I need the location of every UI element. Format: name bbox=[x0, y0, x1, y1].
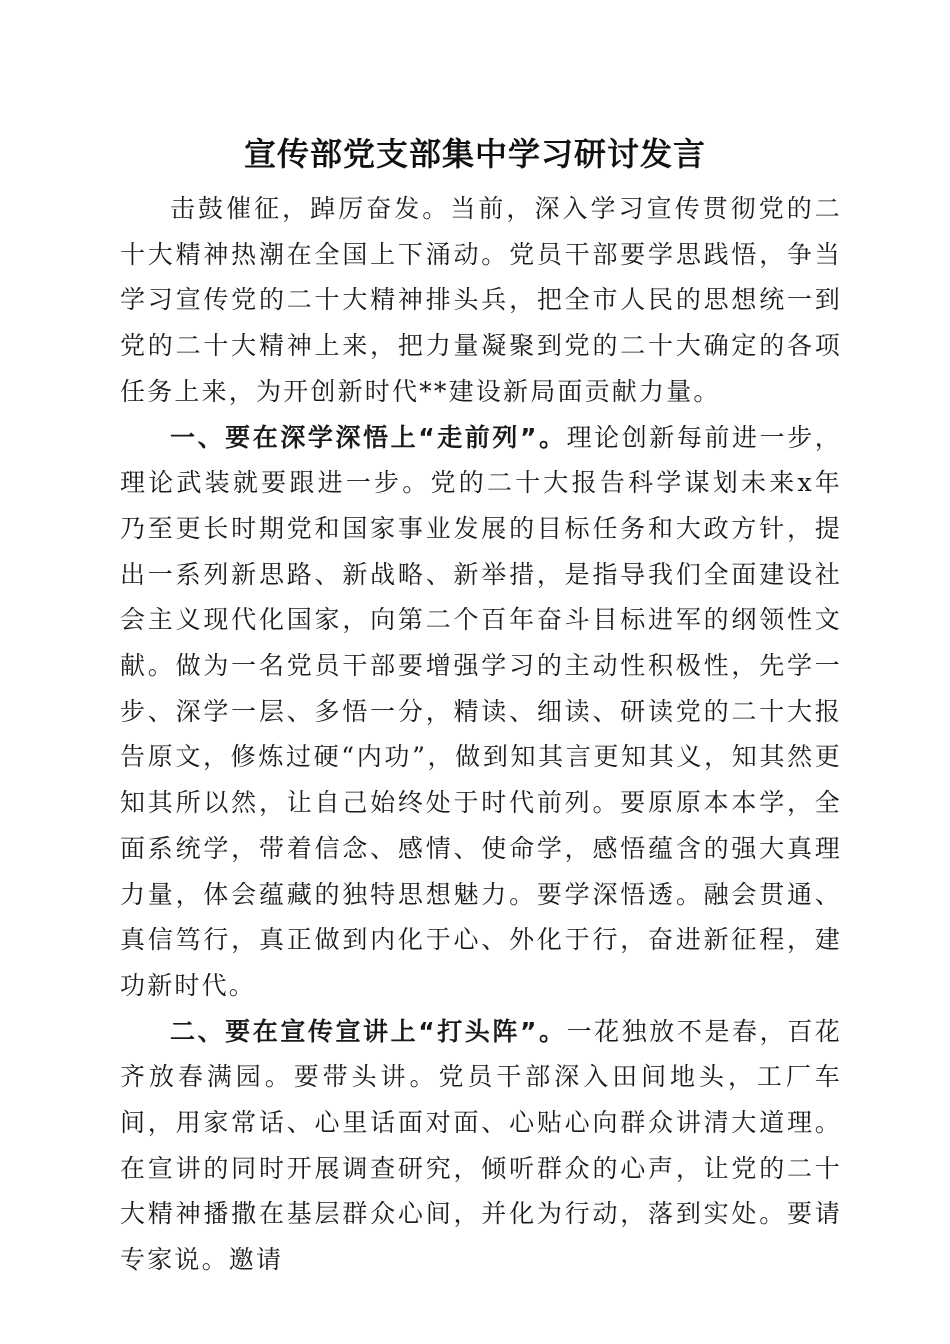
intro-paragraph bbox=[120, 186, 842, 415]
section-two-text: 一花独放不是春，百花齐放春满园。要带头讲。党员干部深入田间地头，工厂车间，用家常话、心里话面对面、心贴心向群众讲清大道理。在宣讲的同时开展调查研究，倾听群众的心声，让党的二十大精神播撒在基层群众心间，并化为行动，落到实处。要请专家说。邀请 bbox=[120, 1016, 842, 1275]
section-two-paragraph bbox=[120, 1009, 842, 1283]
section-one-heading: 一、要在深学深悟上“走前列”。 bbox=[170, 422, 567, 452]
section-one-text: 理论创新每前进一步，理论武装就要跟进一步。党的二十大报告科学谋划未来x年乃至更长时期党和国家事业发展的目标任务和大政方针，提出一系列新思路、新战略、新举措，是指导我们全面建设社会主义现代化国家，向第二个百年奋斗目标进军的纲领性文献。做为一名党员干部要增强学习的主动性积极性，先学一步、深学一层、多悟一分，精读、细读、研读党的二十大报告原文，修炼过硬“内功”，做到知其言更知其义，知其然更知其所以然，让自己始终处于时代前列。要原原本本学，全面系统学，带着信念、感情、使命学，感悟蕴含的强大真理力量，体会蕴藏的独特思想魅力。要学深悟透。融会贯通、真信笃行，真正做到内化于心、外化于行，奋进新征程，建功新时代。 bbox=[120, 422, 842, 1000]
section-one-paragraph bbox=[120, 415, 842, 1009]
document-title: 宣传部党支部集中学习研讨发言 bbox=[243, 135, 706, 173]
document-body bbox=[120, 186, 842, 1283]
section-two-heading: 二、要在宣传宣讲上“打头阵”。 bbox=[170, 1016, 567, 1046]
intro-paragraph-text: 击鼓催征，踔厉奋发。当前，深入学习宣传贯彻党的二十大精神热潮在全国上下涌动。党员干部要学思践悟，争当学习宣传党的二十大精神排头兵，把全市人民的思想统一到党的二十大精神上来，把力量凝聚到党的二十大确定的各项任务上来，为开创新时代**建设新局面贡献力量。 bbox=[120, 194, 842, 406]
